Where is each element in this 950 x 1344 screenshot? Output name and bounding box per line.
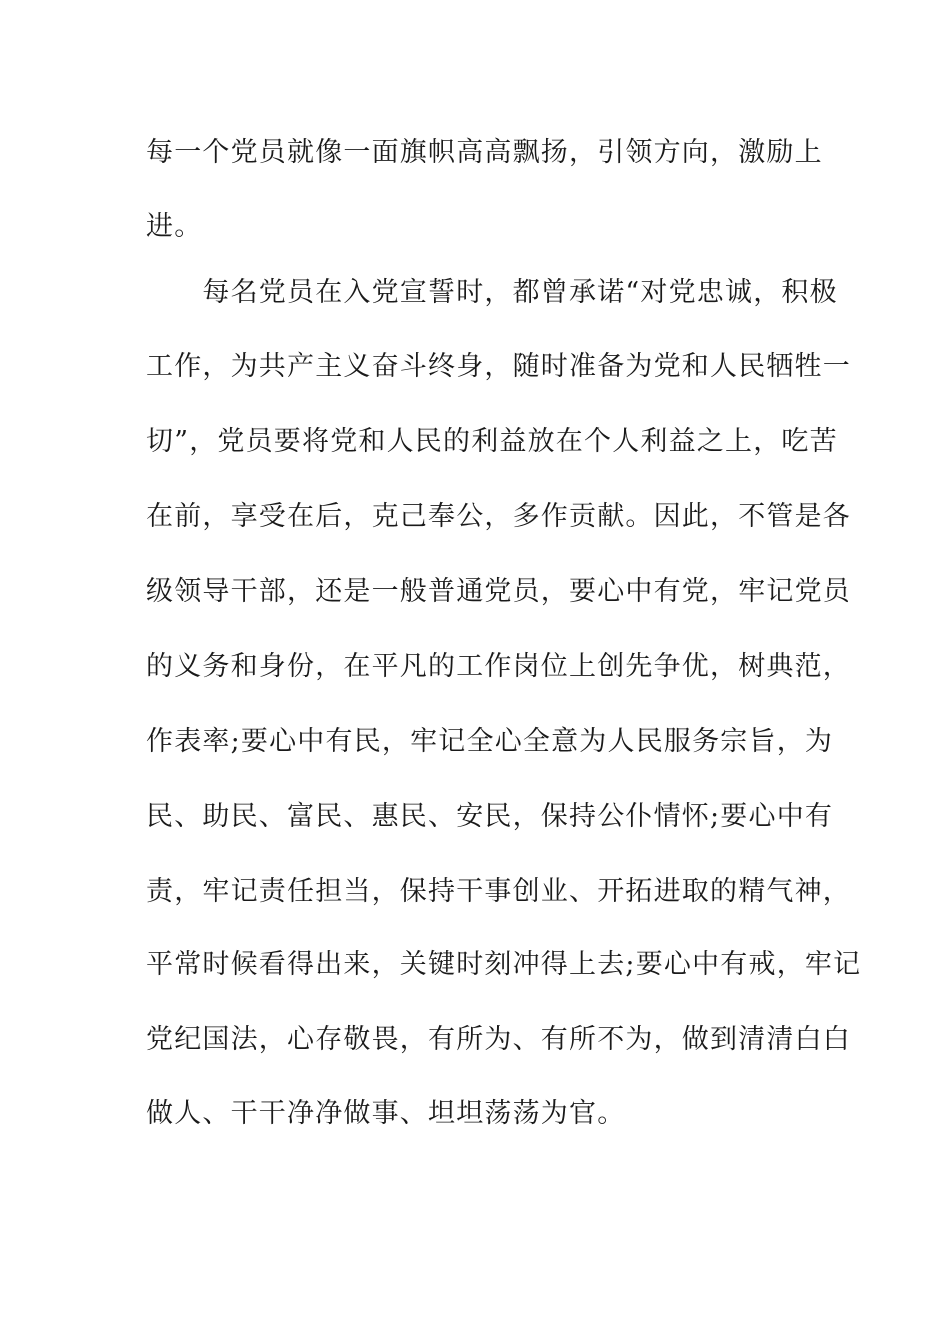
text-line: 工作，为共产主义奋斗终身，随时准备为党和人民牺牲一 xyxy=(146,351,851,382)
text-line: 每一个党员就像一面旗帜高高飘扬，引领方向，激励上 xyxy=(146,137,823,168)
text-line: 做人、干干净净做事、坦坦荡荡为官。 xyxy=(146,1098,626,1129)
text-line: 民、助民、富民、惠民、安民，保持公仆情怀;要心中有 xyxy=(146,801,834,832)
text-line: 级领导干部，还是一般普通党员，要心中有党，牢记党员 xyxy=(146,576,851,607)
text-line: 的义务和身份，在平凡的工作岗位上创先争优，树典范， xyxy=(146,651,851,682)
text-line: 责，牢记责任担当，保持干事创业、开拓进取的精气神， xyxy=(146,876,851,907)
text-line: 在前，享受在后，克己奉公，多作贡献。因此，不管是各 xyxy=(146,501,851,532)
text-line: 切”，党员要将党和人民的利益放在个人利益之上，吃苦 xyxy=(146,426,838,457)
text-line: 每名党员在入党宣誓时，都曾承诺“对党忠诚，积极 xyxy=(146,277,838,308)
text-line: 党纪国法，心存敬畏，有所为、有所不为，做到清清白白 xyxy=(146,1024,851,1055)
text-line: 作表率;要心中有民，牢记全心全意为人民服务宗旨，为 xyxy=(146,726,834,757)
text-line: 平常时候看得出来，关键时刻冲得上去;要心中有戒，牢记 xyxy=(146,949,862,980)
text-line: 进。 xyxy=(146,211,203,242)
